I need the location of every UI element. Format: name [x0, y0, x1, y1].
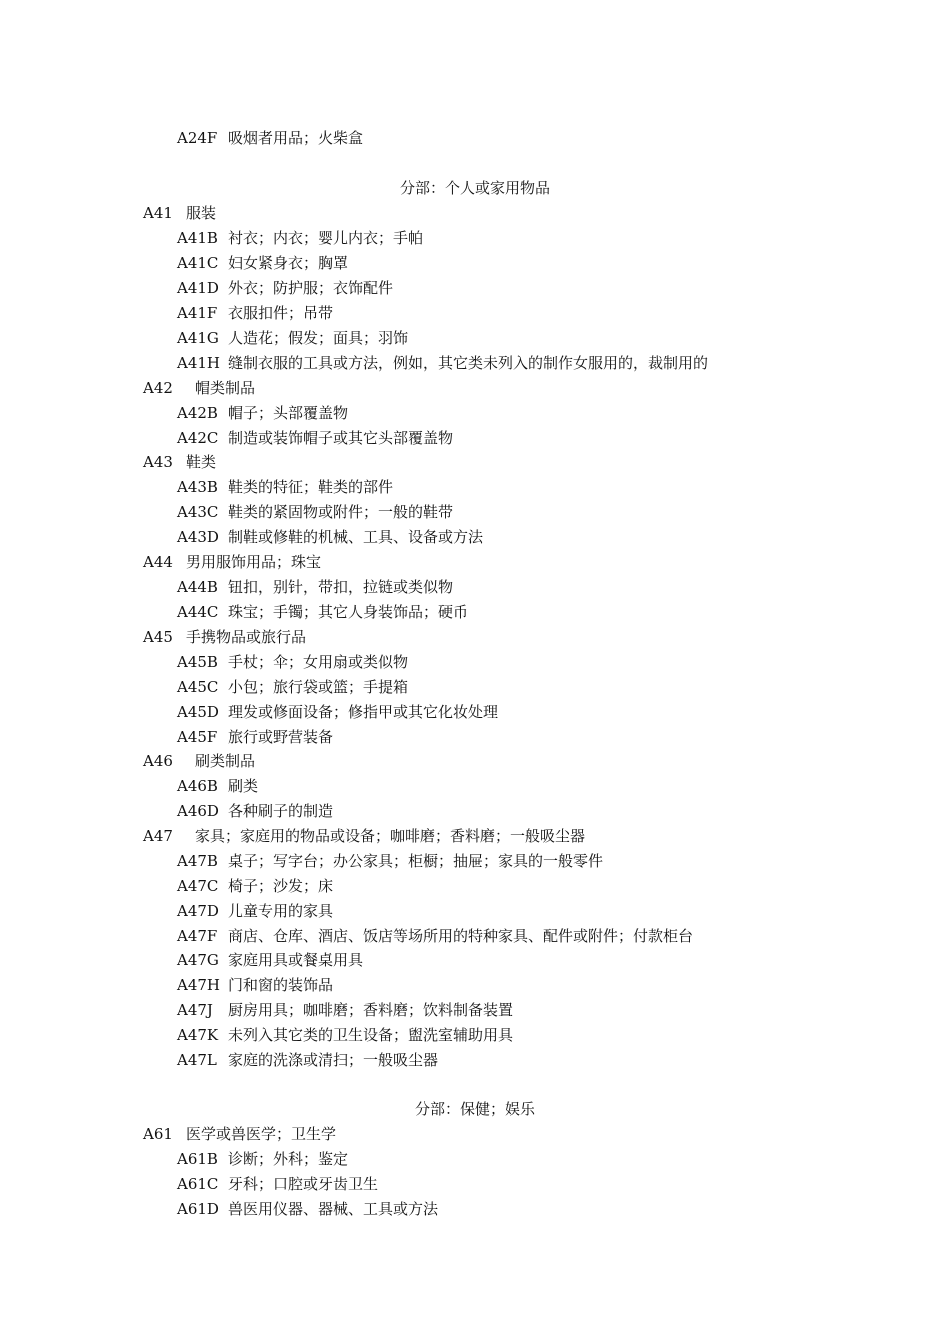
subclass-code: A41F [177, 304, 218, 322]
subclass-A42B [177, 403, 348, 423]
subclass-A41B [177, 228, 423, 248]
subclass-text: 椅子；沙发；床 [228, 877, 334, 895]
subclass-text: 门和窗的装饰品 [228, 976, 334, 994]
class-code: A42 [143, 379, 173, 397]
subclass-code: A46D [177, 802, 219, 820]
subclass-A43B [177, 477, 393, 497]
subclass-code: A42B [177, 404, 218, 422]
subclass-text: 妇女紧身衣；胸罩 [228, 254, 349, 272]
subclass-text: 缝制衣服的工具或方法，例如，其它类未列入的制作女服用的，裁制用的 [228, 354, 709, 372]
subclass-code: A47L [177, 1051, 217, 1069]
subclass-A41H [177, 353, 708, 373]
subclass-text: 各种刷子的制造 [228, 802, 334, 820]
subclass-A41D [177, 278, 393, 298]
class-code: A45 [143, 628, 173, 646]
class-A42 [143, 378, 255, 398]
class-A43 [143, 452, 216, 472]
subclass-A41G [177, 328, 408, 348]
subclass-A61D [177, 1199, 438, 1219]
entry-code: A24F [177, 129, 218, 147]
subclass-text: 制造或装饰帽子或其它头部覆盖物 [228, 429, 454, 447]
subclass-text: 家庭的洗涤或清扫；一般吸尘器 [228, 1051, 439, 1069]
subclass-code: A61B [177, 1150, 218, 1168]
subclass-A42C [177, 428, 453, 448]
subclass-code: A43B [177, 478, 218, 496]
subclass-text: 未列入其它类的卫生设备；盥洗室辅助用具 [228, 1026, 514, 1044]
subclass-A45B [177, 652, 408, 672]
subclass-A46B [177, 776, 258, 796]
subclass-A43C [177, 502, 453, 522]
subclass-A61B [177, 1149, 348, 1169]
class-text: 医学或兽医学；卫生学 [186, 1125, 337, 1143]
subclass-code: A45C [177, 678, 219, 696]
class-code: A41 [143, 204, 173, 222]
subclass-text: 外衣；防护服；衣饰配件 [228, 279, 394, 297]
entry-A24F [177, 128, 363, 148]
subclass-code: A47H [177, 976, 221, 994]
subclass-code: A42C [177, 429, 219, 447]
subclass-code: A43C [177, 503, 219, 521]
class-A46 [143, 751, 255, 771]
subclass-A45D [177, 702, 498, 722]
section-heading [0, 1099, 950, 1119]
subclass-text: 鞋类的特征；鞋类的部件 [228, 478, 394, 496]
subclass-code: A45B [177, 653, 218, 671]
subclass-code: A47J [177, 1001, 213, 1019]
subclass-code: A41H [177, 354, 221, 372]
class-A61 [143, 1124, 336, 1144]
subclass-A47J [177, 1000, 513, 1020]
subclass-code: A47K [177, 1026, 219, 1044]
subclass-code: A41C [177, 254, 219, 272]
subclass-text: 钮扣，别针，带扣，拉链或类似物 [228, 578, 454, 596]
subclass-A61C [177, 1174, 378, 1194]
subclass-text: 理发或修面设备；修指甲或其它化妆处理 [228, 703, 499, 721]
subclass-A41C [177, 253, 348, 273]
subclass-code: A44B [177, 578, 218, 596]
subclass-code: A41G [177, 329, 219, 347]
subclass-text: 诊断；外科；鉴定 [228, 1150, 349, 1168]
subclass-code: A61C [177, 1175, 219, 1193]
class-text: 手携物品或旅行品 [186, 628, 307, 646]
subclass-code: A44C [177, 603, 219, 621]
class-text: 服装 [186, 204, 217, 222]
subclass-text: 珠宝；手镯；其它人身装饰品；硬币 [228, 603, 469, 621]
subclass-A47K [177, 1025, 513, 1045]
subclass-A45C [177, 677, 408, 697]
subclass-code: A46B [177, 777, 218, 795]
subclass-code: A47B [177, 852, 218, 870]
class-code: A43 [143, 453, 173, 471]
subclass-code: A47G [177, 951, 219, 969]
subclass-A47L [177, 1050, 438, 1070]
subclass-text: 旅行或野营装备 [228, 728, 334, 746]
subclass-A44C [177, 602, 468, 622]
class-text: 帽类制品 [195, 379, 256, 397]
subclass-text: 帽子；头部覆盖物 [228, 404, 349, 422]
subclass-text: 厨房用具；咖啡磨；香料磨；饮料制备装置 [228, 1001, 514, 1019]
class-text: 家具；家庭用的物品或设备；咖啡磨；香料磨；一般吸尘器 [195, 827, 586, 845]
subclass-text: 牙科；口腔或牙齿卫生 [228, 1175, 379, 1193]
subclass-A44B [177, 577, 453, 597]
subclass-text: 桌子；写字台；办公家具；柜橱；抽屉；家具的一般零件 [228, 852, 604, 870]
class-A45 [143, 627, 306, 647]
class-text: 男用服饰用品；珠宝 [186, 553, 322, 571]
subclass-code: A47D [177, 902, 219, 920]
subclass-A47B [177, 851, 603, 871]
class-code: A61 [143, 1125, 173, 1143]
subclass-A47G [177, 950, 363, 970]
subclass-text: 衣服扣件；吊带 [228, 304, 334, 322]
subclass-text: 兽医用仪器、器械、工具或方法 [228, 1200, 439, 1218]
subclass-text: 小包；旅行袋或篮；手提箱 [228, 678, 409, 696]
subclass-code: A45F [177, 728, 218, 746]
subclass-text: 家庭用具或餐桌用具 [228, 951, 364, 969]
subclass-code: A61D [177, 1200, 219, 1218]
class-A44 [143, 552, 321, 572]
class-A41 [143, 203, 216, 223]
subclass-A46D [177, 801, 333, 821]
subclass-text: 鞋类的紧固物或附件；一般的鞋带 [228, 503, 454, 521]
subclass-text: 手杖；伞；女用扇或类似物 [228, 653, 409, 671]
subclass-code: A41B [177, 229, 218, 247]
class-text: 刷类制品 [195, 752, 256, 770]
subclass-A43D [177, 527, 483, 547]
entry-text: 吸烟者用品；火柴盒 [228, 129, 364, 147]
subclass-text: 衬衣；内衣；婴儿内衣；手帕 [228, 229, 424, 247]
subclass-code: A47C [177, 877, 219, 895]
subclass-A47H [177, 975, 333, 995]
subclass-text: 刷类 [228, 777, 259, 795]
subclass-A47D [177, 901, 333, 921]
class-A47 [143, 826, 585, 846]
section-title: 分部：个人或家用物品 [399, 179, 550, 197]
subclass-code: A47F [177, 927, 218, 945]
subclass-code: A43D [177, 528, 219, 546]
class-code: A47 [143, 827, 173, 845]
subclass-A41F [177, 303, 333, 323]
subclass-text: 儿童专用的家具 [228, 902, 334, 920]
class-code: A46 [143, 752, 173, 770]
subclass-A45F [177, 727, 333, 747]
section-title: 分部：保健；娱乐 [414, 1100, 535, 1118]
class-text: 鞋类 [186, 453, 217, 471]
subclass-text: 商店、仓库、酒店、饭店等场所用的特种家具、配件或附件；付款柜台 [228, 927, 694, 945]
subclass-A47F [177, 926, 693, 946]
section-heading [0, 178, 950, 198]
subclass-text: 制鞋或修鞋的机械、工具、设备或方法 [228, 528, 484, 546]
class-code: A44 [143, 553, 173, 571]
subclass-A47C [177, 876, 333, 896]
subclass-code: A45D [177, 703, 219, 721]
subclass-text: 人造花；假发；面具；羽饰 [228, 329, 409, 347]
subclass-code: A41D [177, 279, 219, 297]
